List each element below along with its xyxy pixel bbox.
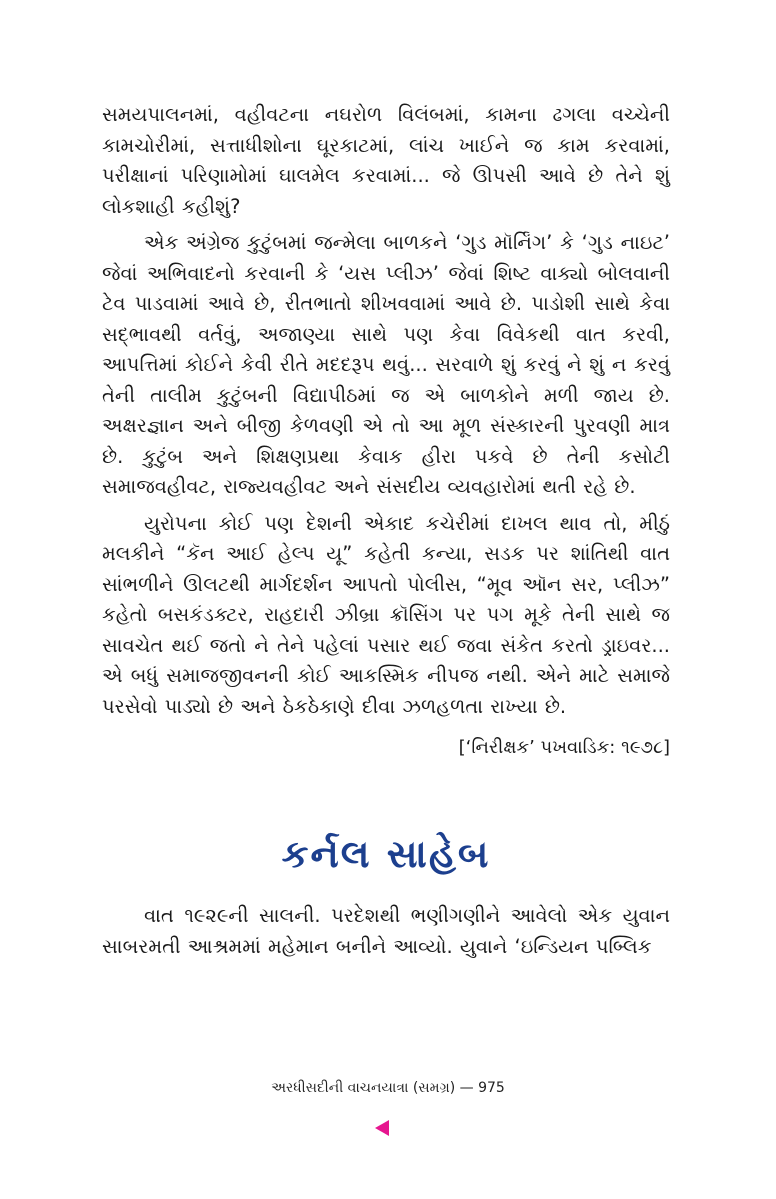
article-title: કર્નલ સાહેબ: [281, 832, 491, 876]
page-content: [102, 100, 670, 962]
paragraph: એક અંગ્રેજ કુટુંબમાં જન્મેલા બાળકને ‘ગુડ મૉર્નિંગ’ કે ‘ગુડ નાઇટ’ જેવાં અભિવાદનો કરવાની કે ‘યસ પ્લીઝ’ જેવાં શિષ્ટ વાક્યો બોલવાની ટેવ પાડવામાં આવે છે, રીતભાતો શીખવવામાં આવે છે. પાડોશી સાથે કેવા સદ્ભાવથી વર્તવું, અજાણ્યા સાથે પણ કેવા વિવેકથી વાત કરવી, આપત્તિમાં કોઈને કેવી રીતે મદદરૂપ થવું... સરવાળે શું કરવું ને શું ન કરવું તેની તાલીમ કુટુંબની વિદ્યાપીઠમાં જ એ બાળકોને મળી જાય છે. અક્ષરજ્ઞાન અને બીજી કેળવણી એ તો આ મૂળ સંસ્કારની પુરવણી માત્ર છે. કુટુંબ અને શિક્ષણપ્રથા કેવાક હીરા પકવે છે તેની કસોટી સમાજવહીવટ, રાજ્યવહીવટ અને સંસદીય વ્યવહારોમાં થતી રહે છે.: [102, 231, 670, 498]
previous-page-arrow-icon[interactable]: [375, 1120, 389, 1136]
paragraph: યુરોપના કોઈ પણ દેશની એકાદ કચેરીમાં દાખલ થાવ તો, મીઠું મલકીને “કૅન આઈ હેલ્પ યૂ” કહેતી કન્યા, સડક પર શાંતિથી વાત સાંભળીને ઊલટથી માર્ગદર્શન આપતો પોલીસ, “મૂવ ઑન સર, પ્લીઝ” કહેતો બસકંડક્ટર, રાહદારી ઝીબ્રા ક્રૉસિંગ પર પગ મૂકે તેની સાથે જ સાવચેત થઈ જતો ને તેને પહેલાં પસાર થઈ જવા સંકેત કરતો ડ્રાઇવર... એ બધું સમાજજીવનની કોઈ આકસ્મિક નીપજ નથી. એને માટે સમાજે પરસેવો પાડ્યો છે અને ઠેકઠેકાણે દીવા ઝળહળતા રાખ્યા છે.: [102, 511, 670, 718]
page-footer: અરધીસદીની વાચનયાત્રા (સમગ્ર) — 975: [271, 1080, 505, 1096]
source-citation: [‘નિરીક્ષક’ પખવાડિક: ૧૯૭૮]: [458, 737, 670, 758]
paragraph: સમયપાલનમાં, વહીવટના નઘરોળ વિલંબમાં, કામના ઢગલા વચ્ચેની કામચોરીમાં, સત્તાધીશોના ઘૂરકાટમાં, લાંચ ખાઈને જ કામ કરવામાં, પરીક્ષાનાં પરિણામોમાં ઘાલમેલ કરવામાં... જે ઊપસી આવે છે તેને શું લોકશાહી કહીશું?: [102, 103, 670, 218]
paragraph: વાત ૧૯૨૯ની સાલની. પરદેશથી ભણીગણીને આવેલો એક યુવાન સાબરમતી આશ્રમમાં મહેમાન બનીને આવ્યો. યુવાને ‘ઇન્ડિયન પબ્લિક: [102, 904, 670, 958]
